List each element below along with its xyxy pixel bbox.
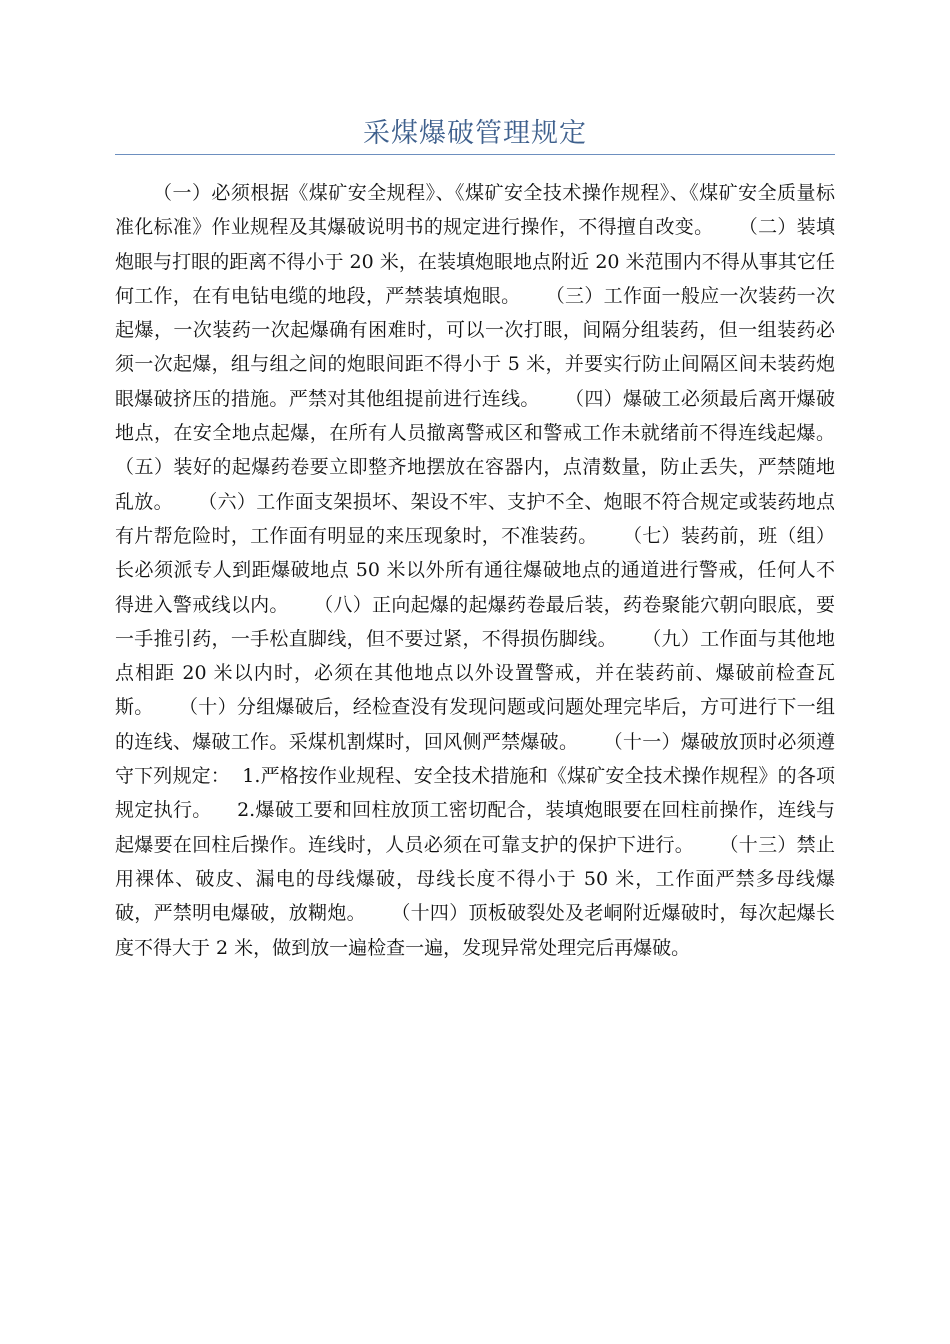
document-body: （一）必须根据《煤矿安全规程》、《煤矿安全技术操作规程》、《煤矿安全质量标准化标准》作业规程及其爆破说明书的规定进行操作，不得擅自改变。 （二）装填炮眼与打眼的距离不得小于 20 米，在装填炮眼地点附近 20 米范围内不得从事其它任何工作，在有电钻电缆的地段，严禁装填炮眼。 （三）工作面一般应一次装药一次起爆，一次装药一次起爆确有困难时，可以一次打眼，间隔分组装药，但一组装药必须一次起爆，组与组之间的炮眼间距不得小于 5 米，并要实行防止间隔区间未装药炮眼爆破挤压的措施。严禁对其他组提前进行连线。 （四）爆破工必须最后离开爆破地点，在安全地点起爆，在所有人员撤离警戒区和警戒工作未就绪前不得连线起爆。 （五）装好的起爆药卷要立即整齐地摆放在容器内，点清数量，防止丢失，严禁随地乱放。 （六）工作面支架损坏、架设不牢、支护不全、炮眼不符合规定或装药地点有片帮危险时，工作面有明显的来压现象时，不准装药。 （七）装药前，班（组）长必须派专人到距爆破地点 50 米以外所有通往爆破地点的通道进行警戒，任何人不得进入警戒线以内。 （八）正向起爆的起爆药卷最后装，药卷聚能穴朝向眼底，要一手推引药，一手松直脚线，但不要过紧，不得损伤脚线。 （九）工作面与其他地点相距 20 米以内时，必须在其他地点以外设置警戒，并在装药前、爆破前检查瓦斯。 （十）分组爆破后，经检查没有发现问题或问题处理完毕后，方可进行下一组的连线、爆破工作。采煤机割煤时，回风侧严禁爆破。 （十一）爆破放顶时必须遵守下列规定： 1.严格按作业规程、安全技术措施和《煤矿安全技术操作规程》的各项规定执行。 2.爆破工要和回柱放顶工密切配合，装填炮眼要在回柱前操作，连线与起爆要在回柱后操作。连线时，人员必须在可靠支护的保护下进行。 （十三）禁止用裸体、破皮、漏电的母线爆破，母线长度不得小于 50 米，工作面严禁多母线爆破，严禁明电爆破，放糊炮。 （十四）顶板破裂处及老峒附近爆破时，每次起爆长度不得大于 2 米，做到放一遍检查一遍，发现异常处理完后再爆破。 — [115, 182, 860, 959]
document-title: 采煤爆破管理规定 — [363, 118, 587, 149]
title-underline — [115, 154, 835, 155]
